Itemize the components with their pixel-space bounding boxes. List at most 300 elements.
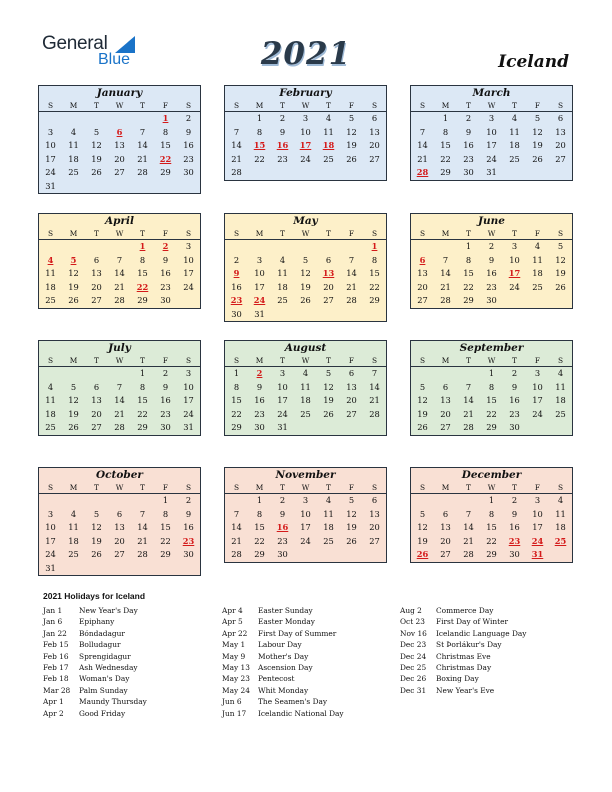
week-row	[225, 408, 386, 422]
weekday-label: T	[512, 101, 517, 110]
empty-cell	[363, 308, 386, 322]
holiday-entry	[222, 696, 344, 707]
week-row	[225, 240, 386, 254]
day-cell: 8	[465, 254, 472, 265]
day-cell: 20	[369, 140, 380, 150]
weekday-label: S	[233, 483, 240, 492]
day-cell: 21	[231, 153, 242, 164]
week-row	[411, 521, 572, 535]
day-cell: 19	[346, 140, 357, 150]
day-cell: 7	[139, 126, 146, 137]
week-row	[225, 394, 386, 408]
day-cell: 25	[555, 408, 566, 419]
holiday-day: 1	[371, 241, 378, 251]
holiday-date: Jan 1	[43, 606, 63, 615]
weekday-header	[411, 355, 572, 367]
holiday-entry	[222, 685, 344, 696]
empty-cell	[363, 421, 386, 435]
day-cell: 28	[114, 422, 125, 432]
day-cell: 26	[91, 167, 102, 177]
holiday-date: Apr 5	[222, 617, 243, 627]
day-cell: 11	[509, 126, 520, 137]
day-cell: 20	[369, 522, 380, 532]
holiday-date: May 24	[222, 685, 250, 695]
day-cell: 2	[279, 495, 286, 505]
day-cell: 22	[231, 408, 242, 419]
holiday-date: Feb 16	[43, 651, 69, 661]
day-cell: 29	[137, 422, 148, 432]
day-cell: 8	[139, 254, 146, 265]
day-cell: 19	[300, 281, 311, 292]
day-cell: 9	[162, 381, 169, 392]
month-title: April	[105, 215, 134, 227]
holiday-entry	[43, 696, 147, 707]
day-cell: 4	[511, 113, 518, 123]
day-cell: 23	[277, 153, 288, 164]
day-cell: 16	[231, 281, 242, 292]
empty-cell	[62, 494, 85, 508]
weekday-label: F	[162, 101, 169, 110]
weekday-label: T	[140, 101, 145, 110]
weekday-label: F	[162, 483, 169, 492]
holiday-day: 6	[116, 126, 123, 137]
day-cell: 27	[91, 422, 102, 432]
day-cell: 8	[162, 508, 169, 519]
day-cell: 3	[185, 368, 192, 378]
day-cell: 18	[509, 140, 520, 150]
day-cell: 17	[277, 395, 288, 405]
week-row	[39, 294, 200, 308]
empty-cell	[108, 180, 131, 194]
day-cell: 3	[302, 495, 309, 505]
weekday-label: S	[185, 483, 192, 492]
day-cell: 25	[300, 408, 311, 419]
day-cell: 25	[68, 549, 79, 559]
empty-cell	[317, 240, 340, 254]
day-cell: 7	[465, 381, 472, 392]
weekday-label: T	[326, 483, 331, 492]
day-cell: 22	[440, 153, 451, 164]
empty-cell	[363, 166, 386, 180]
day-cell: 11	[68, 140, 79, 150]
day-cell: 16	[463, 140, 474, 150]
day-cell: 27	[346, 408, 357, 419]
weekday-label: S	[371, 229, 378, 238]
day-cell: 7	[371, 368, 378, 378]
calendar-year: 2021	[260, 36, 352, 72]
day-cell: 12	[346, 126, 357, 137]
holiday-day: 17	[508, 268, 521, 278]
empty-cell	[340, 421, 363, 435]
weekday-header	[225, 100, 386, 112]
day-cell: 16	[160, 268, 171, 278]
holiday-day: 9	[233, 268, 240, 278]
month-title: September	[459, 342, 524, 354]
empty-cell	[39, 240, 62, 254]
day-cell: 19	[68, 281, 79, 292]
weekday-label: S	[233, 101, 240, 110]
day-cell: 7	[116, 254, 123, 265]
weekday-label: S	[371, 356, 378, 365]
day-cell: 21	[417, 153, 428, 164]
day-cell: 13	[417, 268, 428, 278]
weekday-label: S	[185, 101, 192, 110]
holiday-name: Good Friday	[79, 708, 126, 718]
weekday-label: T	[466, 101, 471, 110]
day-cell: 27	[369, 535, 380, 546]
day-cell: 7	[139, 508, 146, 519]
holiday-entry	[222, 662, 344, 673]
empty-cell	[85, 112, 108, 126]
day-cell: 14	[137, 522, 148, 532]
day-cell: 11	[555, 381, 566, 392]
holiday-date: Dec 31	[400, 685, 427, 695]
day-cell: 6	[371, 495, 378, 505]
day-cell: 17	[45, 153, 56, 164]
week-row	[225, 308, 386, 322]
day-cell: 4	[70, 508, 77, 519]
week-row	[39, 408, 200, 422]
day-cell: 3	[185, 241, 192, 251]
holiday-day: 4	[47, 254, 54, 265]
month-august	[224, 340, 387, 436]
holiday-day: 25	[554, 535, 567, 546]
day-cell: 25	[323, 535, 334, 546]
day-cell: 25	[277, 295, 288, 305]
holiday-day: 22	[136, 281, 149, 292]
day-cell: 11	[277, 268, 288, 278]
holiday-day: 16	[276, 140, 289, 150]
day-cell: 15	[440, 140, 451, 150]
week-row	[411, 421, 572, 435]
day-cell: 12	[68, 268, 79, 278]
weekday-label: T	[140, 356, 145, 365]
weekday-header	[411, 100, 572, 112]
month-november	[224, 467, 387, 563]
empty-cell	[62, 112, 85, 126]
day-cell: 11	[68, 522, 79, 532]
day-cell: 27	[417, 295, 428, 305]
week-row	[411, 294, 572, 308]
day-cell: 31	[254, 308, 265, 319]
day-cell: 2	[511, 368, 518, 378]
holiday-date: May 1	[222, 640, 246, 650]
holiday-entry	[43, 616, 147, 627]
day-cell: 3	[488, 113, 495, 123]
week-row	[39, 240, 200, 254]
day-cell: 6	[93, 381, 100, 392]
weekday-header	[39, 100, 200, 112]
weekday-label: F	[534, 356, 541, 365]
day-cell: 15	[486, 522, 497, 532]
day-cell: 17	[486, 140, 497, 150]
day-cell: 7	[442, 254, 449, 265]
day-cell: 1	[465, 241, 472, 251]
holiday-date: Feb 17	[43, 662, 69, 672]
empty-cell	[317, 166, 340, 180]
day-cell: 19	[532, 140, 543, 150]
day-cell: 1	[233, 368, 240, 378]
day-cell: 29	[160, 167, 171, 177]
day-cell: 5	[348, 113, 355, 123]
day-cell: 10	[486, 126, 497, 137]
empty-cell	[85, 562, 108, 576]
day-cell: 29	[231, 422, 242, 432]
month-september	[410, 340, 573, 436]
day-cell: 20	[114, 535, 125, 546]
day-cell: 5	[302, 254, 309, 265]
day-cell: 13	[114, 140, 125, 150]
empty-cell	[271, 166, 294, 180]
empty-cell	[526, 294, 549, 308]
week-row	[225, 166, 386, 180]
week-row	[39, 494, 200, 508]
empty-cell	[62, 240, 85, 254]
day-cell: 9	[162, 254, 169, 265]
empty-cell	[131, 112, 154, 126]
weekday-label: T	[94, 229, 99, 238]
empty-cell	[108, 240, 131, 254]
day-cell: 19	[91, 535, 102, 546]
weekday-label: S	[371, 483, 378, 492]
week-row	[411, 367, 572, 381]
month-title: October	[96, 469, 143, 481]
day-cell: 15	[254, 522, 265, 532]
day-cell: 26	[300, 295, 311, 305]
day-cell: 22	[254, 153, 265, 164]
holiday-column	[400, 605, 526, 696]
weekday-label: W	[301, 356, 310, 365]
day-cell: 15	[137, 395, 148, 405]
week-row	[411, 408, 572, 422]
day-cell: 18	[555, 522, 566, 532]
holiday-entry	[400, 685, 526, 696]
day-cell: 12	[91, 522, 102, 532]
day-cell: 21	[369, 395, 380, 405]
holiday-entry	[43, 605, 147, 616]
holiday-day: 22	[159, 153, 172, 164]
week-row	[411, 494, 572, 508]
weekday-label: M	[255, 356, 264, 365]
weekday-label: W	[115, 229, 124, 238]
day-cell: 11	[532, 254, 543, 265]
holiday-day: 24	[253, 295, 266, 305]
holiday-name: Labour Day	[258, 640, 302, 650]
holiday-entry	[43, 685, 147, 696]
day-cell: 6	[325, 254, 332, 265]
day-cell: 23	[486, 281, 497, 292]
day-cell: 19	[346, 522, 357, 532]
empty-cell	[62, 562, 85, 576]
weekday-label: S	[557, 229, 564, 238]
empty-cell	[294, 240, 317, 254]
holiday-entry	[400, 651, 526, 662]
holiday-date: Feb 15	[43, 640, 69, 650]
holiday-name: First Day of Summer	[258, 628, 337, 638]
weekday-label: S	[185, 356, 192, 365]
month-title: November	[275, 469, 336, 481]
holiday-date: Dec 23	[400, 640, 427, 650]
day-cell: 24	[486, 153, 497, 164]
week-row	[225, 126, 386, 140]
day-cell: 11	[323, 126, 334, 137]
weekday-label: T	[280, 356, 285, 365]
week-row	[39, 281, 200, 295]
day-cell: 5	[348, 495, 355, 505]
day-cell: 28	[369, 408, 380, 419]
day-cell: 10	[254, 268, 265, 278]
day-cell: 9	[279, 126, 286, 137]
holiday-name: Woman's Day	[79, 674, 130, 684]
week-row	[411, 281, 572, 295]
day-cell: 13	[440, 395, 451, 405]
holiday-date: Jan 6	[43, 617, 63, 627]
day-cell: 4	[302, 368, 309, 378]
day-cell: 28	[137, 549, 148, 559]
logo-blue-text: Blue	[98, 51, 131, 68]
day-cell: 19	[417, 408, 428, 419]
weekday-label: S	[185, 229, 192, 238]
day-cell: 18	[68, 535, 79, 546]
week-row	[39, 180, 200, 194]
day-cell: 23	[254, 408, 265, 419]
day-cell: 2	[511, 495, 518, 505]
week-row	[39, 521, 200, 535]
week-row	[39, 535, 200, 549]
weekday-label: W	[487, 101, 496, 110]
day-cell: 1	[162, 495, 169, 505]
day-cell: 18	[323, 522, 334, 532]
weekday-label: W	[487, 356, 496, 365]
empty-cell	[317, 548, 340, 562]
day-cell: 10	[532, 381, 543, 392]
holiday-entry	[43, 628, 147, 639]
holiday-name: Christmas Day	[436, 662, 492, 672]
week-row	[411, 535, 572, 549]
day-cell: 2	[185, 495, 192, 505]
weekday-label: F	[534, 101, 541, 110]
day-cell: 28	[463, 549, 474, 559]
holiday-name: Sprengidagur	[79, 651, 131, 661]
weekday-label: F	[348, 356, 355, 365]
empty-cell	[177, 562, 200, 576]
holiday-day: 5	[70, 254, 77, 265]
day-cell: 8	[162, 126, 169, 137]
empty-cell	[549, 548, 572, 562]
weekday-label: M	[69, 483, 78, 492]
day-cell: 23	[160, 281, 171, 292]
day-cell: 4	[325, 495, 332, 505]
weekday-label: W	[301, 101, 310, 110]
day-cell: 20	[346, 395, 357, 405]
day-cell: 7	[348, 254, 355, 265]
week-row	[39, 548, 200, 562]
day-cell: 1	[488, 368, 495, 378]
day-cell: 1	[256, 495, 263, 505]
holiday-entry	[222, 616, 344, 627]
empty-cell	[340, 166, 363, 180]
weekday-label: S	[47, 356, 54, 365]
day-cell: 30	[509, 422, 520, 432]
weekday-label: T	[94, 356, 99, 365]
day-cell: 21	[346, 281, 357, 292]
week-row	[411, 139, 572, 153]
weekday-label: M	[255, 483, 264, 492]
holiday-name: Epiphany	[79, 617, 115, 627]
day-cell: 30	[509, 549, 520, 559]
day-cell: 14	[417, 140, 428, 150]
day-cell: 23	[183, 153, 194, 164]
day-cell: 18	[532, 268, 543, 278]
day-cell: 27	[555, 153, 566, 164]
week-row	[411, 254, 572, 268]
weekday-label: M	[441, 356, 450, 365]
day-cell: 6	[557, 113, 564, 123]
day-cell: 26	[346, 153, 357, 164]
day-cell: 15	[463, 268, 474, 278]
weekday-label: F	[348, 229, 355, 238]
day-cell: 1	[488, 495, 495, 505]
day-cell: 10	[45, 140, 56, 150]
empty-cell	[294, 548, 317, 562]
day-cell: 25	[532, 281, 543, 292]
weekday-label: F	[348, 483, 355, 492]
weekday-label: S	[557, 356, 564, 365]
day-cell: 27	[440, 422, 451, 432]
holiday-date: Dec 25	[400, 662, 427, 672]
weekday-label: W	[115, 483, 124, 492]
day-cell: 21	[463, 408, 474, 419]
empty-cell	[154, 180, 177, 194]
day-cell: 13	[346, 381, 357, 392]
empty-cell	[131, 494, 154, 508]
weekday-label: S	[47, 101, 54, 110]
day-cell: 21	[114, 408, 125, 419]
day-cell: 27	[323, 295, 334, 305]
day-cell: 16	[183, 140, 194, 150]
weekday-label: M	[441, 101, 450, 110]
weekday-label: T	[280, 229, 285, 238]
day-cell: 17	[254, 281, 265, 292]
day-cell: 1	[256, 113, 263, 123]
day-cell: 17	[300, 522, 311, 532]
week-row	[39, 508, 200, 522]
day-cell: 12	[346, 508, 357, 519]
empty-cell	[526, 421, 549, 435]
month-title: January	[96, 87, 143, 99]
day-cell: 8	[256, 126, 263, 137]
empty-cell	[225, 240, 248, 254]
day-cell: 15	[160, 522, 171, 532]
day-cell: 4	[70, 126, 77, 137]
day-cell: 19	[91, 153, 102, 164]
day-cell: 20	[417, 281, 428, 292]
weekday-label: S	[371, 101, 378, 110]
day-cell: 31	[277, 422, 288, 432]
day-cell: 1	[442, 113, 449, 123]
empty-cell	[248, 166, 271, 180]
holiday-date: Aug 2	[400, 606, 422, 615]
holiday-date: Apr 22	[222, 628, 248, 638]
day-cell: 11	[300, 381, 311, 392]
day-cell: 17	[183, 395, 194, 405]
day-cell: 8	[139, 381, 146, 392]
day-cell: 4	[325, 113, 332, 123]
day-cell: 9	[488, 254, 495, 265]
empty-cell	[225, 112, 248, 126]
day-cell: 8	[488, 381, 495, 392]
weekday-label: M	[69, 229, 78, 238]
